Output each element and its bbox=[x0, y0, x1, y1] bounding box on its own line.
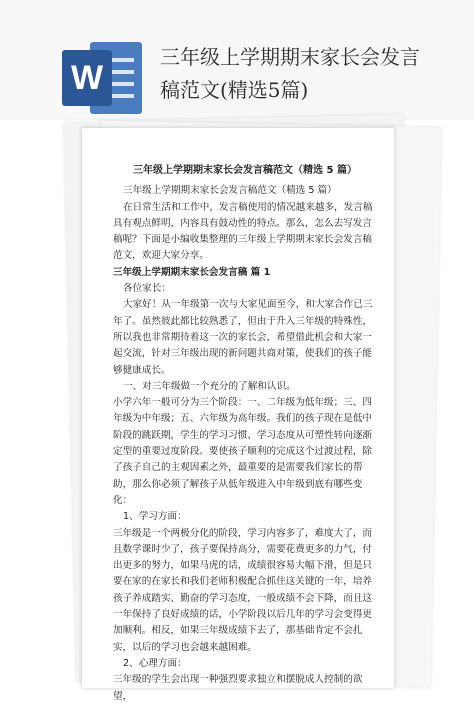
doc-paragraph: 三年级是一个两极分化的阶段，学习内容多了，难度大了，而且数学课时少了，孩子要保持高分，需要花费更多的力气，付出更多的努力，如果马虎的话，成绩很容易大幅下滑，但是只要在家的在家长和我们老师积极配合抓住这关键的一年，培养孩子养成踏实、勤奋的学习态度，一般成绩不会下降，而且这一年保持了良好成绩的话，小学阶段以后几年的学习会变得更加顺利。相反，如果三年级成绩下去了，那基础肯定不会扎实，以后的学习也会越来越困难。 bbox=[113, 527, 373, 653]
svg-text:W: W bbox=[70, 59, 104, 97]
document-body bbox=[113, 163, 377, 705]
doc-paragraph: 1、学习方面： bbox=[123, 511, 187, 523]
doc-paragraph: 三年级上学期期末家长会发言稿范文（精选 5 篇） bbox=[123, 185, 337, 197]
doc-paragraph: 在日常生活和工作中，发言稿使用的情况越来越多，发言稿具有观点鲜明，内容具有鼓动性的特点。那么，怎么去写发言稿呢？下面是小编收集整理的三年级上学期期末家长会发言稿范文，欢迎大家分享。 bbox=[113, 201, 373, 262]
doc-paragraph: 三年级的学生会出现一种强烈要求独立和摆脱成人控制的欲望， bbox=[113, 674, 363, 702]
doc-paragraph: 各位家长： bbox=[123, 283, 171, 295]
doc-paragraph: 一、对三年级做一个充分的了解和认识。 bbox=[123, 380, 296, 392]
word-document-icon bbox=[60, 40, 144, 116]
page-title bbox=[160, 41, 460, 107]
title-line-2: 稿范文(精选5篇) bbox=[160, 78, 309, 102]
doc-paragraph: 大家好！从一年级第一次与大家见面至今，和大家合作已三年了。虽然彼此都比较熟悉了，但由于升入三年级的特殊性，所以我也非常期待着这一次的家长会，希望借此机会和大家一起交流，针对三年级出现的新问题共商对策，使我们的孩子能够健康成长。 bbox=[113, 299, 373, 376]
document-title: 三年级上学期期末家长会发言稿范文（精选 5 篇） bbox=[133, 165, 357, 176]
title-line-1: 三年级上学期期末家长会发言 bbox=[160, 45, 420, 69]
doc-section-heading: 三年级上学期期末家长会发言稿 篇 1 bbox=[113, 266, 271, 278]
doc-paragraph: 2、心理方面： bbox=[123, 657, 187, 669]
doc-paragraph: 小学六年一般可分为三个阶段：一、二年级为低年级；三、四年级为中年级；五、六年级为高年级。我们的孩子现在是低中阶段的跳跃期，学生的学习习惯、学习态度从可塑性转向逐渐定型的重要过度阶段。要使孩子顺利的完成这个过渡过程，除了孩子自己的主观因素之外，最重要的是需要我们家长的帮助，那么你必须了解孩子从低年级进入中年级到底有哪些变化： bbox=[113, 397, 373, 506]
header-banner bbox=[0, 0, 474, 120]
